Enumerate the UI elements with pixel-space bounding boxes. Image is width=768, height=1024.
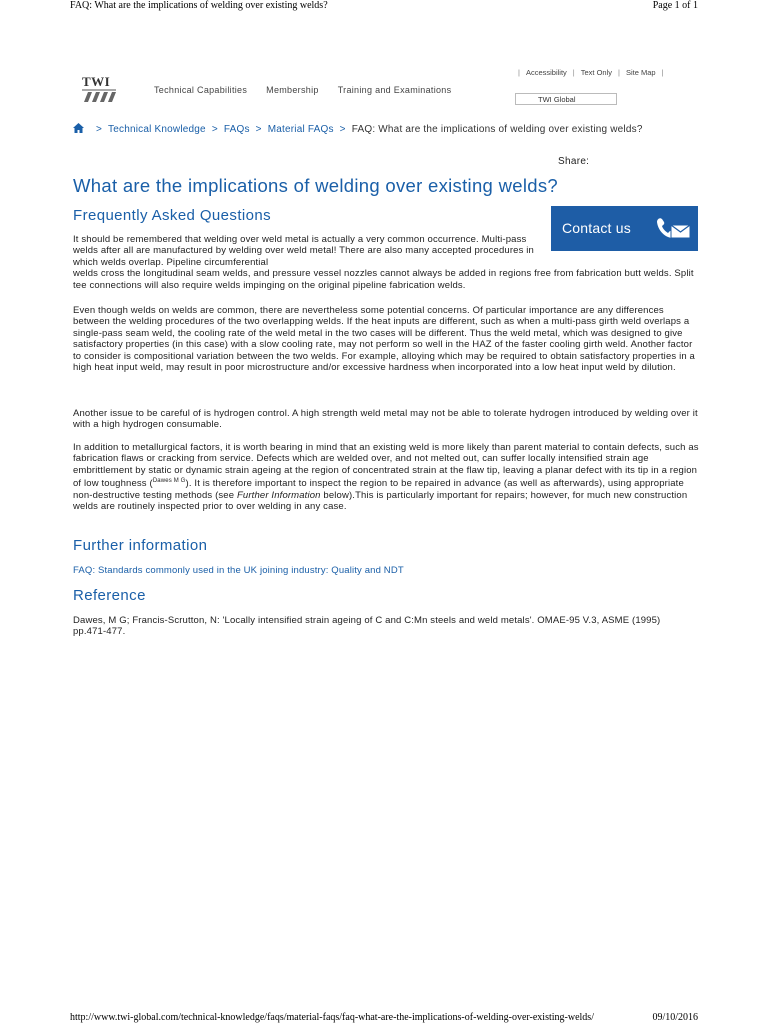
breadcrumb-material-faqs[interactable]: Material FAQs [267,124,334,135]
breadcrumb-separator: > [255,124,262,135]
further-information-emphasis: Further Information [236,489,321,501]
contact-us-label: Contact us [562,220,631,236]
accessibility-link[interactable]: Accessibility [525,68,567,77]
breadcrumb-separator: > [211,124,218,135]
breadcrumb-current: FAQ: What are the implications of welding over existing welds? [351,124,643,135]
nav-membership[interactable]: Membership [266,85,319,95]
home-icon[interactable] [73,123,84,137]
nav-technical-capabilities[interactable]: Technical Capabilities [154,85,248,95]
print-footer-date: 09/10/2016 [652,1012,698,1023]
further-information-heading: Further information [73,537,208,554]
reference-text: Dawes, M G; Francis-Scrutton, N: 'Locally intensified strain ageing of C and C:Mn steels and weld metals'. OMAE-95 V.3, ASME (1995) pp.471-477. [73,615,661,638]
logo-stripes-icon [82,89,116,103]
utility-separator: | [572,68,575,77]
share-label: Share: [558,156,590,167]
paragraph-defects [73,442,699,513]
breadcrumb-technical-knowledge[interactable]: Technical Knowledge [108,124,206,135]
print-footer-url: http://www.twi-global.com/technical-knowledge/faqs/material-faqs/faq-what-are-the-implications-of-welding-over-existing-welds/ [70,1012,594,1023]
paragraph-procedures: Even though welds on welds are common, there are nevertheless some potential concerns. Of particular importance are any differences between the welding procedures of the two overlapping welds. If the heat inputs are different, such as when a multi-pass girth weld overlaps a single-pass seam weld, the cooling rate of the weld metal in the two cases will be different. Thus the weld metal, which was designed to give satisfactory properties (in this case) with a slow cooling rate, may not perform so well in the HAZ of the faster cooling girth weld. Another factor to consider is compositional variation between the two welds. For example, alloying which may be required to obtain satisfactory properties in a high heat input weld, may result in poor microstructure and/or excessive hardness when incorporated into a low heat input weld by dilution. [73,305,695,374]
utility-separator: | [618,68,620,77]
paragraph-defects-text-b: ). It is therefore important to inspect the region to be repaired in advance (as well as afterwards), using appropriate non-destructive testing methods (see [73,478,684,501]
print-header [70,0,698,11]
breadcrumb-faqs[interactable]: FAQs [223,124,250,135]
breadcrumb [73,123,693,137]
print-header-title: FAQ: What are the implications of welding over existing welds? [70,0,328,11]
further-information-link[interactable]: FAQ: Standards commonly used in the UK joining industry: Quality and NDT [73,565,404,576]
citation-superscript: Dawes M G [152,478,186,485]
utility-links [512,68,670,77]
breadcrumb-separator: > [96,124,103,135]
utility-separator: | [661,68,664,77]
paragraph-defects-text-a: In addition to metallurgical factors, it is worth bearing in mind that an existing weld is more likely than parent material to contain defects, such as fabrication flaws or cracking from service. Defects which are welded over, and not melted out, can suffer locally intensified strain age embrittlement by static or dynamic strain ageing at the region of concentrated strain at the flaw tip, leaving a planar defect with its tip in a region of low toughness ( [73,442,699,490]
paragraph-defects-text-c: below).This is particularly important for repairs; however, for much new construction welds are routinely inspected prior to over welding in any case. [73,489,688,513]
print-footer [70,1012,698,1023]
page-title: What are the implications of welding over existing welds? [73,175,558,196]
nav-training-examinations[interactable]: Training and Examinations [337,85,452,95]
breadcrumb-separator: > [339,124,346,135]
paragraph-intro-part-2: welds cross the longitudinal seam welds, and pressure vessel nozzles cannot always be added in regions free from fabrication butt welds. Split tee connections will also require welds impinging on the original pipeline fabrication welds. [73,268,694,291]
region-selector[interactable]: TWI Global [515,93,617,105]
paragraph-intro-part-1: It should be remembered that welding over weld metal is actually a very common occurrence. Multi-pass welds after all are manufactured by welding over weld metal! There are also many accepted procedures in which welds overlap. Pipeline circumferential [73,234,534,268]
utility-separator: | [518,68,520,77]
reference-heading: Reference [73,587,146,604]
faq-heading: Frequently Asked Questions [73,207,272,224]
top-navigation [154,85,451,95]
twi-logo[interactable] [82,76,116,104]
logo-text: TWI [82,74,111,89]
text-only-link[interactable]: Text Only [580,68,613,77]
paragraph-intro [73,234,699,291]
site-map-link[interactable]: Site Map [625,68,656,77]
paragraph-hydrogen: Another issue to be careful of is hydrogen control. A high strength weld metal may not be able to tolerate hydrogen introduced by welding over it with a high hydrogen consumable. [73,408,698,431]
print-page-number: Page 1 of 1 [652,0,698,11]
